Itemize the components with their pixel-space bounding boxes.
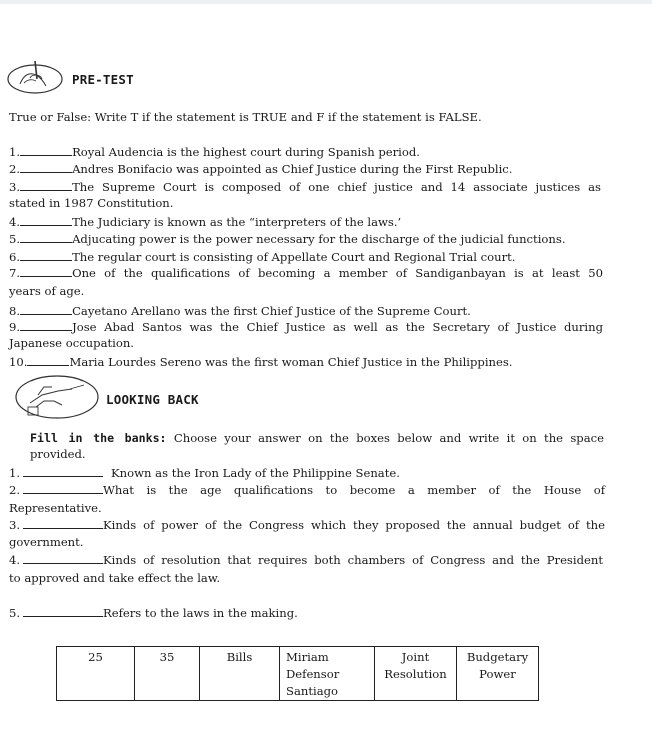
item-text: Jose Abad Santos was the Chief Justice as well as the Secretary of Justice during (72, 320, 603, 334)
item-text: The Supreme Court is composed of one chief justice and 14 associate justices as (72, 180, 601, 194)
pretest-item-2 (9, 162, 512, 176)
answer-blank[interactable] (23, 483, 103, 494)
fill-item-2 (9, 483, 605, 497)
word-bank-cell: 25 (57, 647, 135, 701)
pretest-title: PRE-TEST (72, 72, 134, 87)
looking-back-title: LOOKING BACK (106, 392, 199, 407)
fill-item-3-cont: government. (9, 535, 84, 549)
item-text: Kinds of resolution that requires both chambers of Congress and the President (103, 553, 603, 567)
item-number: 4. (9, 553, 21, 567)
item-text: Adjucating power is the power necessary for the discharge of the judicial functions. (72, 232, 566, 246)
item-number: 1. (9, 466, 21, 480)
answer-blank[interactable] (23, 606, 103, 617)
item-number: 3. (9, 518, 21, 532)
item-number: 6. (9, 250, 21, 264)
item-text: The Judiciary is known as the “interpreters of the laws.’ (72, 215, 402, 229)
answer-blank[interactable] (23, 466, 103, 477)
word-bank-cell: Budgetary Power (457, 647, 539, 701)
answer-blank[interactable] (23, 518, 103, 529)
item-number: 4. (9, 215, 21, 229)
pretest-item-8 (9, 304, 471, 318)
item-number: 1. (9, 145, 21, 159)
answer-blank[interactable] (20, 266, 72, 277)
item-number: 5. (9, 606, 21, 620)
fill-item-2-cont: Representative. (9, 501, 102, 515)
word-bank-table (56, 646, 539, 701)
top-border (0, 0, 652, 4)
pretest-item-6 (9, 250, 515, 264)
pretest-item-9-cont: Japanese occupation. (9, 336, 134, 350)
answer-blank[interactable] (20, 304, 72, 315)
item-number: 9. (9, 320, 21, 334)
pretest-item-1 (9, 145, 420, 159)
answer-blank[interactable] (27, 355, 69, 366)
looking-back-instruction (30, 431, 604, 445)
fill-item-4 (9, 553, 603, 567)
hand-pointing-icon (14, 373, 100, 421)
item-number: 2. (9, 162, 21, 176)
item-text: Known as the Iron Lady of the Philippine Senate. (111, 466, 400, 480)
pretest-item-3 (9, 180, 601, 194)
item-text: The regular court is consisting of Appellate Court and Regional Trial court. (72, 250, 516, 264)
pretest-item-9 (9, 320, 603, 334)
answer-blank[interactable] (20, 145, 72, 156)
item-number: 7. (9, 266, 21, 280)
fill-item-3 (9, 518, 605, 532)
fill-item-4-cont: to approved and take effect the law. (9, 571, 221, 585)
item-text: Kinds of power of the Congress which they proposed the annual budget of the (103, 518, 605, 532)
word-bank-cell: Bills (200, 647, 280, 701)
looking-back-instruction-cont: provided. (30, 447, 86, 461)
pretest-item-5 (9, 232, 566, 246)
pretest-item-4 (9, 215, 401, 229)
pretest-item-3-cont: stated in 1987 Constitution. (9, 196, 174, 210)
item-number: 3. (9, 180, 21, 194)
answer-blank[interactable] (20, 250, 72, 261)
item-number: 8. (9, 304, 21, 318)
item-number: 2. (9, 483, 21, 497)
pretest-item-7 (9, 266, 603, 280)
item-number: 10. (9, 355, 28, 369)
item-text: Refers to the laws in the making. (103, 606, 298, 620)
instruction-text: Choose your answer on the boxes below and write it on the space (166, 431, 604, 445)
answer-blank[interactable] (20, 320, 72, 331)
word-bank-row (57, 647, 539, 701)
pretest-instruction: True or False: Write T if the statement is TRUE and F if the statement is FALSE. (9, 110, 482, 124)
answer-blank[interactable] (20, 232, 72, 243)
answer-blank[interactable] (20, 180, 72, 191)
word-bank-cell: Miriam Defensor Santiago (280, 647, 375, 701)
answer-blank[interactable] (20, 162, 72, 173)
fill-item-1 (9, 466, 400, 480)
item-text: Maria Lourdes Sereno was the first woman Chief Justice in the Philippines. (69, 355, 513, 369)
word-bank-cell: Joint Resolution (375, 647, 457, 701)
answer-blank[interactable] (20, 215, 72, 226)
fill-item-5 (9, 606, 298, 620)
item-text: Royal Audencia is the highest court during Spanish period. (72, 145, 420, 159)
answer-blank[interactable] (23, 553, 103, 564)
item-text: Andres Bonifacio was appointed as Chief Justice during the First Republic. (72, 162, 513, 176)
item-text: Cayetano Arellano was the first Chief Justice of the Supreme Court. (72, 304, 471, 318)
instruction-label: Fill in the banks: (30, 431, 167, 445)
pretest-item-10 (9, 355, 513, 369)
item-text: What is the age qualifications to become a member of the House of (103, 483, 605, 497)
item-text: One of the qualifications of becoming a member of Sandiganbayan is at least 50 (72, 266, 603, 280)
word-bank-cell: 35 (135, 647, 200, 701)
pretest-item-7-cont: years of age. (9, 284, 85, 298)
item-number: 5. (9, 232, 21, 246)
hand-writing-icon (6, 58, 64, 96)
